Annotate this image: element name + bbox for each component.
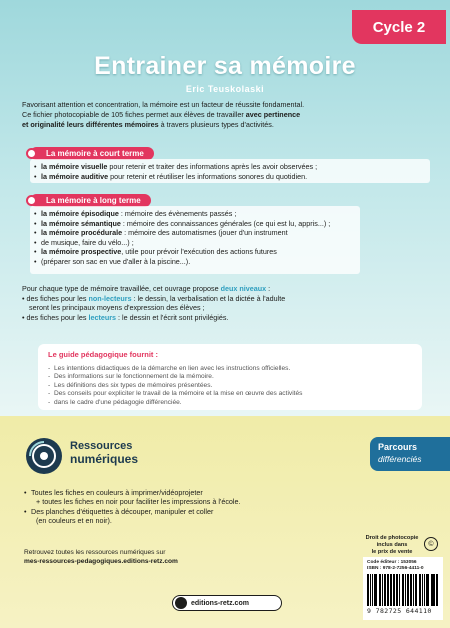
resources-url-note: [24, 548, 178, 566]
item-bold: la mémoire auditive: [41, 171, 109, 181]
list-item-continuation: (en couleurs et en noir).: [36, 516, 112, 526]
item-bold: la mémoire visuelle: [41, 162, 108, 171]
intro-line-3-text: à travers plusieurs types d'activités.: [158, 120, 274, 129]
barcode-bar: [427, 574, 429, 606]
parcours-line-2: différenciés: [378, 454, 422, 464]
levels-item-2: • des fiches pour les lecteurs : le dessin et l'écrit sont privilégiés.: [22, 312, 229, 322]
resources-url: mes-ressources-pedagogiques.editions-retz.com: [24, 558, 178, 565]
list-item-continuation: + toutes les fiches en noir pour faciliter les impressions à l'école.: [36, 497, 241, 507]
list-item: [34, 172, 317, 182]
levels-lead: [22, 284, 434, 294]
bullet-dot-icon: [26, 195, 37, 206]
item-text: pour retenir et traiter des informations après les avoir observées ;: [107, 162, 318, 171]
intro-line-1: Favorisant attention et concentration, la mémoire est un facteur de réussite fondamental.: [22, 100, 305, 109]
barcode-bar: [380, 574, 381, 606]
parcours-badge: [370, 437, 450, 471]
list-item: [34, 162, 317, 172]
item-text: de musique, faire du vélo...) ;: [41, 237, 134, 247]
retz-logo-icon: [175, 597, 187, 609]
barcode-number: 9 782725 644110: [367, 607, 432, 615]
short-term-list: [34, 162, 317, 181]
list-item: - Des conseils pour expliciter le travail de la mémoire et la mise en œuvre des activités: [48, 390, 412, 398]
barcode-bar: [416, 574, 417, 606]
cycle-badge: Cycle 2: [352, 10, 446, 44]
intro-line-2-text: Ce fichier photocopiable de 105 fiches permet aux élèves de travailler: [22, 110, 246, 119]
list-item-continuation: - dans le cadre d'une pédagogie différenciée.: [48, 399, 412, 407]
barcode-bar: [370, 574, 371, 606]
item-text: pour retenir et réutiliser les informations sonores du quotidien.: [108, 171, 308, 181]
long-term-label-text: La mémoire à long terme: [46, 196, 141, 205]
guide-title: Le guide pédagogique fournit :: [48, 350, 158, 359]
barcode-bar: [403, 574, 404, 606]
barcode-bar: [391, 574, 392, 606]
levels-item-1: • des fiches pour les non-lecteurs : le dessin, la verbalisation et la dictée à l'adulte: [22, 293, 286, 303]
item-text: : mémoire des automatismes (jouer d'un instrument: [122, 228, 288, 238]
levels-paragraph: [22, 284, 434, 322]
levels-item-text: des fiches pour les: [26, 293, 89, 303]
list-item: • Des planches d'étiquettes à découper, manipuler et coller: [24, 507, 324, 516]
code-editeur: Code éditeur : 153056: [367, 560, 417, 565]
list-item: - Des informations sur le fonctionnement de la mémoire.: [48, 373, 412, 381]
barcode-bar: [393, 574, 395, 606]
list-item: - Les intentions didactiques de la démarche en lien avec les instructions officielles.: [48, 365, 412, 373]
intro-line-3-bold: et originalité leurs différentes mémoires: [22, 120, 159, 129]
photocopy-line-1: Droit de photocopie: [365, 535, 419, 541]
photocopy-line-2: inclus dans: [376, 542, 408, 548]
item-text: , utile pour prévoir l'exécution des actions futures: [121, 247, 277, 257]
barcode-bar: [368, 574, 369, 606]
barcode-bar: [382, 574, 383, 606]
barcode-bar: [422, 574, 423, 606]
list-item-continuation: [34, 238, 330, 248]
list-item: [34, 228, 330, 238]
barcode-bars: [367, 574, 439, 606]
item-bold: la mémoire épisodique: [41, 209, 119, 218]
resources-line-1: Ressources: [70, 440, 133, 452]
intro-paragraph: [22, 100, 434, 130]
intro-line-2: [22, 110, 434, 120]
barcode-bar: [408, 574, 409, 606]
guide-list: [48, 365, 412, 407]
short-term-label-text: La mémoire à court terme: [46, 149, 144, 158]
long-term-list: [34, 209, 330, 267]
list-item: [34, 219, 330, 229]
guide-box: [38, 344, 422, 410]
parcours-line-1: Parcours: [378, 442, 418, 452]
barcode-panel: [363, 557, 443, 620]
resources-note-text: Retrouvez toutes les ressources numériques sur: [24, 549, 166, 556]
resources-list: [24, 488, 324, 526]
intro-line-2-bold: avec pertinence: [245, 110, 301, 119]
barcode-bar: [433, 574, 434, 606]
levels-item-text: des fiches pour les: [26, 312, 89, 322]
barcode-bar: [420, 574, 421, 606]
barcode-bar: [405, 574, 406, 606]
barcode-bar: [399, 574, 400, 606]
list-item: - Les définitions des six types de mémoires présentées.: [48, 382, 412, 390]
author-name: Eric Teuskolaski: [185, 84, 265, 94]
item-bold: la mémoire prospective: [41, 247, 122, 257]
barcode-bar: [385, 574, 386, 606]
bullet-dot-icon: [26, 148, 37, 159]
levels-highlight: deux niveaux: [220, 284, 267, 293]
levels-item-highlight: lecteurs: [88, 312, 117, 322]
barcode-bar: [397, 574, 398, 606]
list-item: • Toutes les fiches en couleurs à imprimer/vidéoprojeter: [24, 488, 324, 497]
barcode-bar: [432, 574, 433, 606]
item-text: : mémoire des évènements passés ;: [118, 209, 237, 218]
publisher-name: editions-retz.com: [191, 599, 249, 607]
levels-lead-text: Pour chaque type de mémoire travaillée, cet ouvrage propose: [22, 284, 221, 293]
levels-item-highlight: non-lecteurs: [88, 293, 132, 303]
levels-item-1-continuation: seront les principaux moyens d'expression des élèves ;: [29, 303, 205, 313]
isbn: ISBN : 978-2-7256-4411-0: [367, 566, 424, 571]
photocopy-notice: [360, 535, 424, 556]
item-text: : mémoire des connaissances générales (ce qui est lu, appris...) ;: [120, 218, 331, 228]
barcode-bar: [374, 574, 375, 606]
list-item: [34, 209, 330, 219]
intro-line-3: [22, 120, 434, 130]
levels-item-rest: : le dessin et l'écrit sont privilégiés.: [116, 312, 229, 322]
photocopy-line-3: le prix de vente: [371, 549, 413, 555]
item-text: (préparer son sac en vue d'aller à la piscine...).: [41, 256, 191, 266]
levels-lead-end: :: [266, 284, 271, 293]
resources-line-2: numériques: [70, 452, 139, 466]
item-bold: la mémoire procédurale: [41, 228, 123, 238]
barcode-bar: [375, 574, 377, 606]
barcode-bar: [415, 574, 416, 606]
copyright-circle-icon: ©: [424, 537, 438, 551]
levels-item-rest: : le dessin, la verbalisation et la dictée à l'adulte: [131, 293, 286, 303]
list-item: [34, 247, 330, 257]
book-title: Entrainer sa mémoire: [94, 52, 356, 80]
barcode-bar: [387, 574, 388, 606]
item-bold: la mémoire sémantique: [41, 218, 121, 228]
digital-resources-icon: [24, 436, 64, 476]
publisher-badge: [172, 595, 282, 611]
barcode-bar: [437, 574, 438, 606]
barcode-bar: [426, 574, 427, 606]
resources-heading: [70, 440, 138, 466]
barcode-bar: [410, 574, 412, 606]
list-item-continuation: [34, 257, 330, 267]
